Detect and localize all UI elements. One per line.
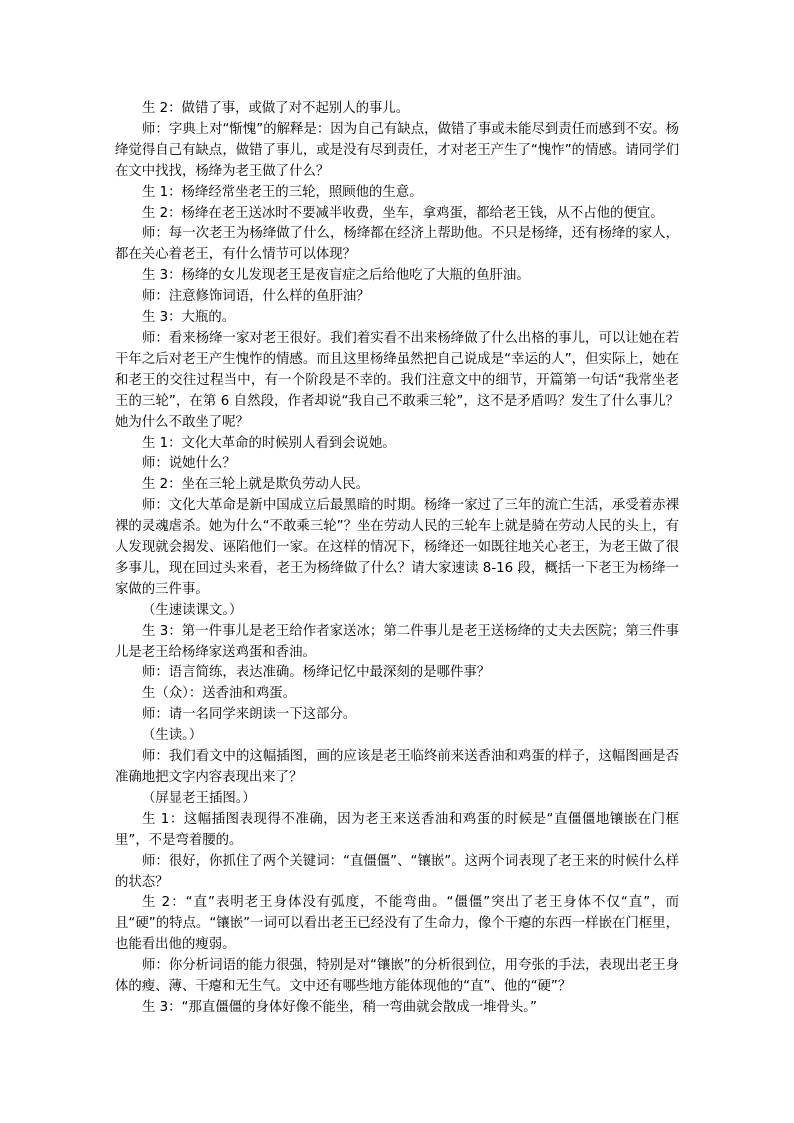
dialogue-line: 师：看来杨绛一家对老王很好。我们着实看不出来杨绛做了什么出格的事儿，可以让她在若干年之后对老王产生愧怍的情感。而且这里杨绛虽然把自己说成是“幸运的人”，但实际上，她在和老王的交往过程当中，有一个阶段是不幸的。我们注意文中的细节，开篇第一句话“我常坐老王的三轮”，在第 6 自然段，作者却说“我自己不敢乘三轮”，这不是矛盾吗？发生了什么事儿？她为什么不敢坐了呢？ <box>115 330 679 430</box>
dialogue-line: 生 2：坐在三轮上就是欺负劳动人民。 <box>142 477 370 493</box>
dialogue-line: 师：字典上对“惭愧”的解释是：因为自己有缺点，做错了事或未能尽到责任而感到不安。杨绛觉得自己有缺点，做错了事儿，或是没有尽到责任，才对老王产生了“愧怍”的情感。请同学们在文中找找，杨绛为老王做了什么？ <box>115 121 679 179</box>
dialogue-line: 生 3：第一件事儿是老王给作者家送冰；第二件事儿是老王送杨绛的丈夫去医院；第三件事儿是老王给杨绛家送鸡蛋和香油。 <box>115 623 679 660</box>
document-body <box>115 99 679 1019</box>
dialogue-line: 师：每一次老王为杨绛做了什么，杨绛都在经济上帮助他。不只是杨绛，还有杨绛的家人，都在关心着老王，有什么情节可以体现？ <box>115 226 679 263</box>
dialogue-line: 生 1：文化大革命的时候别人看到会说她。 <box>142 435 396 451</box>
dialogue-line: 师：你分析词语的能力很强，特别是对“镶嵌”的分析很到位，用夸张的手法，表现出老王身体的瘦、薄、干瘪和无生气。文中还有哪些地方能体现他的“直”、他的“硬”？ <box>115 958 679 995</box>
dialogue-line: 生 3：“那直僵僵的身体好像不能坐，稍一弯曲就会散成一堆骨头。” <box>142 999 537 1015</box>
stage-direction: （生速读课文。） <box>142 602 243 618</box>
dialogue-line: 师：请一名同学来朗读一下这部分。 <box>142 707 357 723</box>
dialogue-line: 师：我们看文中的这幅插图，画的应该是老王临终前来送香油和鸡蛋的样子，这幅图画是否准确地把文字内容表现出来了？ <box>115 749 679 785</box>
dialogue-line: 师：很好，你抓住了两个关键词：“直僵僵”、“镶嵌”。这两个词表现了老王来的时候什么样的状态？ <box>115 853 679 890</box>
dialogue-line: 生 2：做错了事，或做了对不起别人的事儿。 <box>142 101 410 116</box>
dialogue-line: 生 1：这幅插图表现得不准确，因为老王来送香油和鸡蛋的时候是“直僵僵地镶嵌在门框里”，不是弯着腰的。 <box>115 811 679 848</box>
dialogue-line: 生 1：杨绛经常坐老王的三轮，照顾他的生意。 <box>142 184 423 200</box>
dialogue-line: 生 2：杨绛在老王送冰时不要减半收费，坐车，拿鸡蛋，都给老王钱，从不占他的便宜。 <box>142 205 664 221</box>
stage-direction: （生读。） <box>142 728 203 744</box>
dialogue-line: 师：注意修饰词语，什么样的鱼肝油？ <box>142 289 370 305</box>
dialogue-line: 生 3：杨绛的女儿发现老王是夜盲症之后给他吃了大瓶的鱼肝油。 <box>142 268 530 284</box>
dialogue-line: 生 3：大瓶的。 <box>142 310 236 326</box>
stage-direction: （屏显老王插图。） <box>142 790 256 806</box>
dialogue-line: 生（众）：送香油和鸡蛋。 <box>142 686 296 702</box>
dialogue-line: 师：说她什么？ <box>142 456 236 472</box>
dialogue-line: 生 2：“直”表明老王身体没有弧度，不能弯曲。“僵僵”突出了老王身体不仅“直”，而且“硬”的特点。“镶嵌”一词可以看出老王已经没有了生命力，像个干瘪的东西一样嵌在门框里，也能看出他的瘦弱。 <box>115 895 679 953</box>
dialogue-line: 师：文化大革命是新中国成立后最黑暗的时期。杨绛一家过了三年的流亡生活，承受着赤裸裸的灵魂虐杀。她为什么“不敢乘三轮”？坐在劳动人民的三轮车上就是骑在劳动人民的头上，有人发现就会揭发、诬陷他们一家。在这样的情况下，杨绛还一如既往地关心老王，为老王做了很多事儿，现在回过头来看，老王为杨绛做了什么？请大家速读 8-16 段，概括一下老王为杨绛一家做的三件事。 <box>115 498 679 597</box>
dialogue-line: 师：语言简练，表达准确。杨绛记忆中最深刻的是哪件事？ <box>142 665 491 681</box>
